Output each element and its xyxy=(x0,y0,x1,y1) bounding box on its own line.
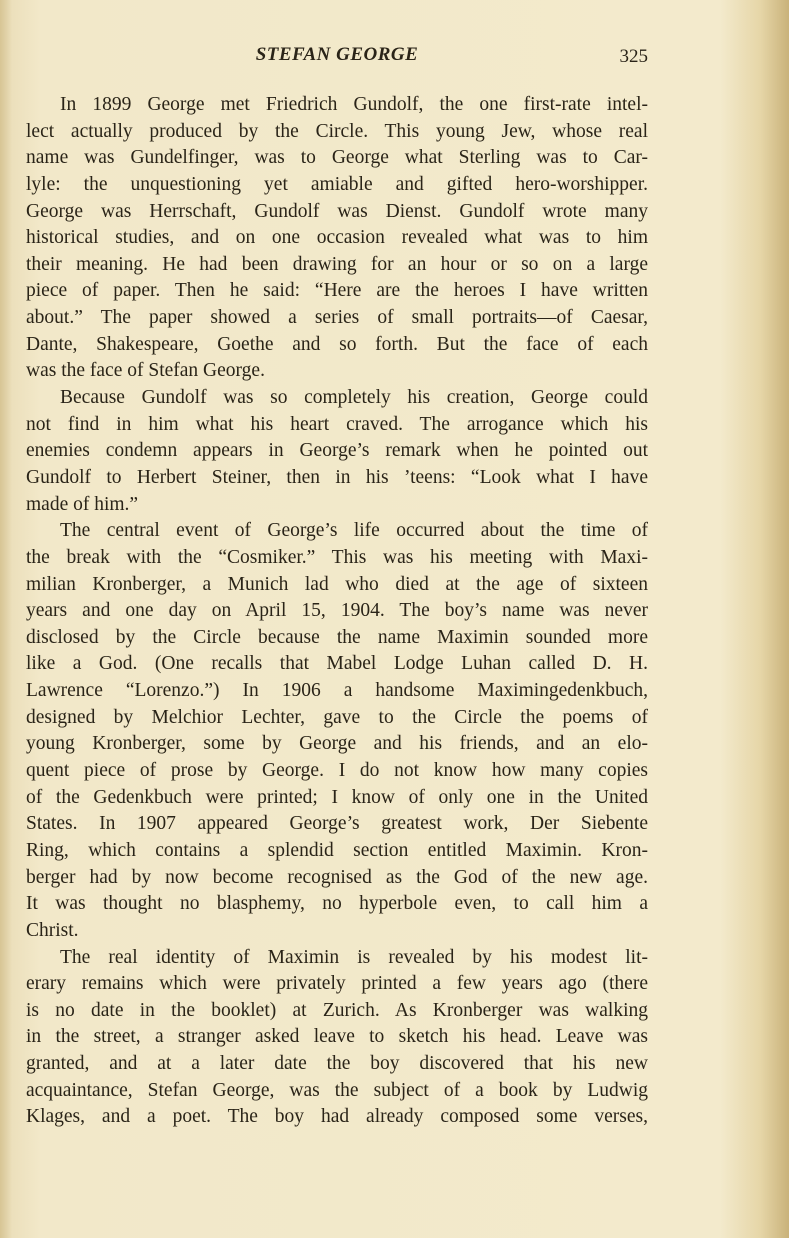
text-line: Lawrence “Lorenzo.”) In 1906 a handsome Maximingedenkbuch, xyxy=(26,680,648,702)
text-line: name was Gundelfinger, was to George what Sterling was to Car- xyxy=(26,147,648,169)
text-line: acquaintance, Stefan George, was the subject of a book by Ludwig xyxy=(26,1079,648,1101)
text-line: lect actually produced by the Circle. This young Jew, whose real xyxy=(26,120,648,142)
text-line: States. In 1907 appeared George’s greatest work, Der Siebente xyxy=(26,813,648,835)
text-line: In 1899 George met Friedrich Gundolf, the one first-rate intel- xyxy=(60,94,648,115)
running-head: STEFAN GEORGE xyxy=(255,44,419,65)
page-number: 325 xyxy=(619,46,648,67)
text-line: not find in him what his heart craved. The arrogance which his xyxy=(26,413,648,435)
text-line: the break with the “Cosmiker.” This was his meeting with Maxi- xyxy=(26,546,648,568)
text-line: Dante, Shakespeare, Goethe and so forth. But the face of each xyxy=(26,333,648,355)
text-line: Gundolf to Herbert Steiner, then in his ’teens: “Look what I have xyxy=(26,466,648,488)
page-header xyxy=(26,44,648,74)
text-line: about.” The paper showed a series of small portraits—of Caesar, xyxy=(26,307,648,329)
text-line: designed by Melchior Lechter, gave to the Circle the poems of xyxy=(26,706,648,728)
text-line: enemies condemn appears in George’s remark when he pointed out xyxy=(26,440,648,462)
text-line: berger had by now become recognised as the God of the new age. xyxy=(26,866,648,888)
text-line: Because Gundolf was so completely his creation, George could xyxy=(60,387,648,409)
text-line: was the face of Stefan George. xyxy=(26,360,265,382)
text-line: their meaning. He had been drawing for an hour or so on a large xyxy=(26,253,648,275)
text-line: lyle: the unquestioning yet amiable and gifted hero-worshipper. xyxy=(26,173,648,195)
text-line: piece of paper. Then he said: “Here are the heroes I have written xyxy=(26,280,648,302)
text-line: It was thought no blasphemy, no hyperbole even, to call him a xyxy=(26,893,648,915)
text-line: The central event of George’s life occurred about the time of xyxy=(60,520,648,542)
text-line: disclosed by the Circle because the name Maximin sounded more xyxy=(26,626,648,648)
text-line: granted, and at a later date the boy discovered that his new xyxy=(26,1053,648,1075)
body-text xyxy=(26,92,648,1131)
text-line: Christ. xyxy=(26,919,79,941)
text-line: quent piece of prose by George. I do not know how many copies xyxy=(26,760,648,782)
text-line: is no date in the booklet) at Zurich. As Kronberger was walking xyxy=(26,999,648,1021)
text-line: Ring, which contains a splendid section entitled Maximin. Kron- xyxy=(26,839,648,861)
text-line: in the street, a stranger asked leave to sketch his head. Leave was xyxy=(26,1026,648,1048)
page-gutter-shadow xyxy=(0,0,12,1238)
text-line: erary remains which were privately printed a few years ago (there xyxy=(26,973,648,995)
text-line: historical studies, and on one occasion revealed what was to him xyxy=(26,227,648,249)
text-line: milian Kronberger, a Munich lad who died at the age of sixteen xyxy=(26,573,648,595)
text-line: George was Herrschaft, Gundolf was Dienst. Gundolf wrote many xyxy=(26,200,648,222)
text-line: The real identity of Maximin is revealed by his modest lit- xyxy=(60,946,648,968)
text-line: young Kronberger, some by George and his friends, and an elo- xyxy=(26,733,648,755)
text-line: Klages, and a poet. The boy had already composed some verses, xyxy=(26,1106,648,1128)
text-line: made of him.” xyxy=(26,493,139,515)
text-line: years and one day on April 15, 1904. The boy’s name was never xyxy=(26,600,648,622)
text-line: of the Gedenkbuch were printed; I know of only one in the United xyxy=(26,786,648,808)
text-line: like a God. (One recalls that Mabel Lodge Luhan called D. H. xyxy=(26,653,648,675)
